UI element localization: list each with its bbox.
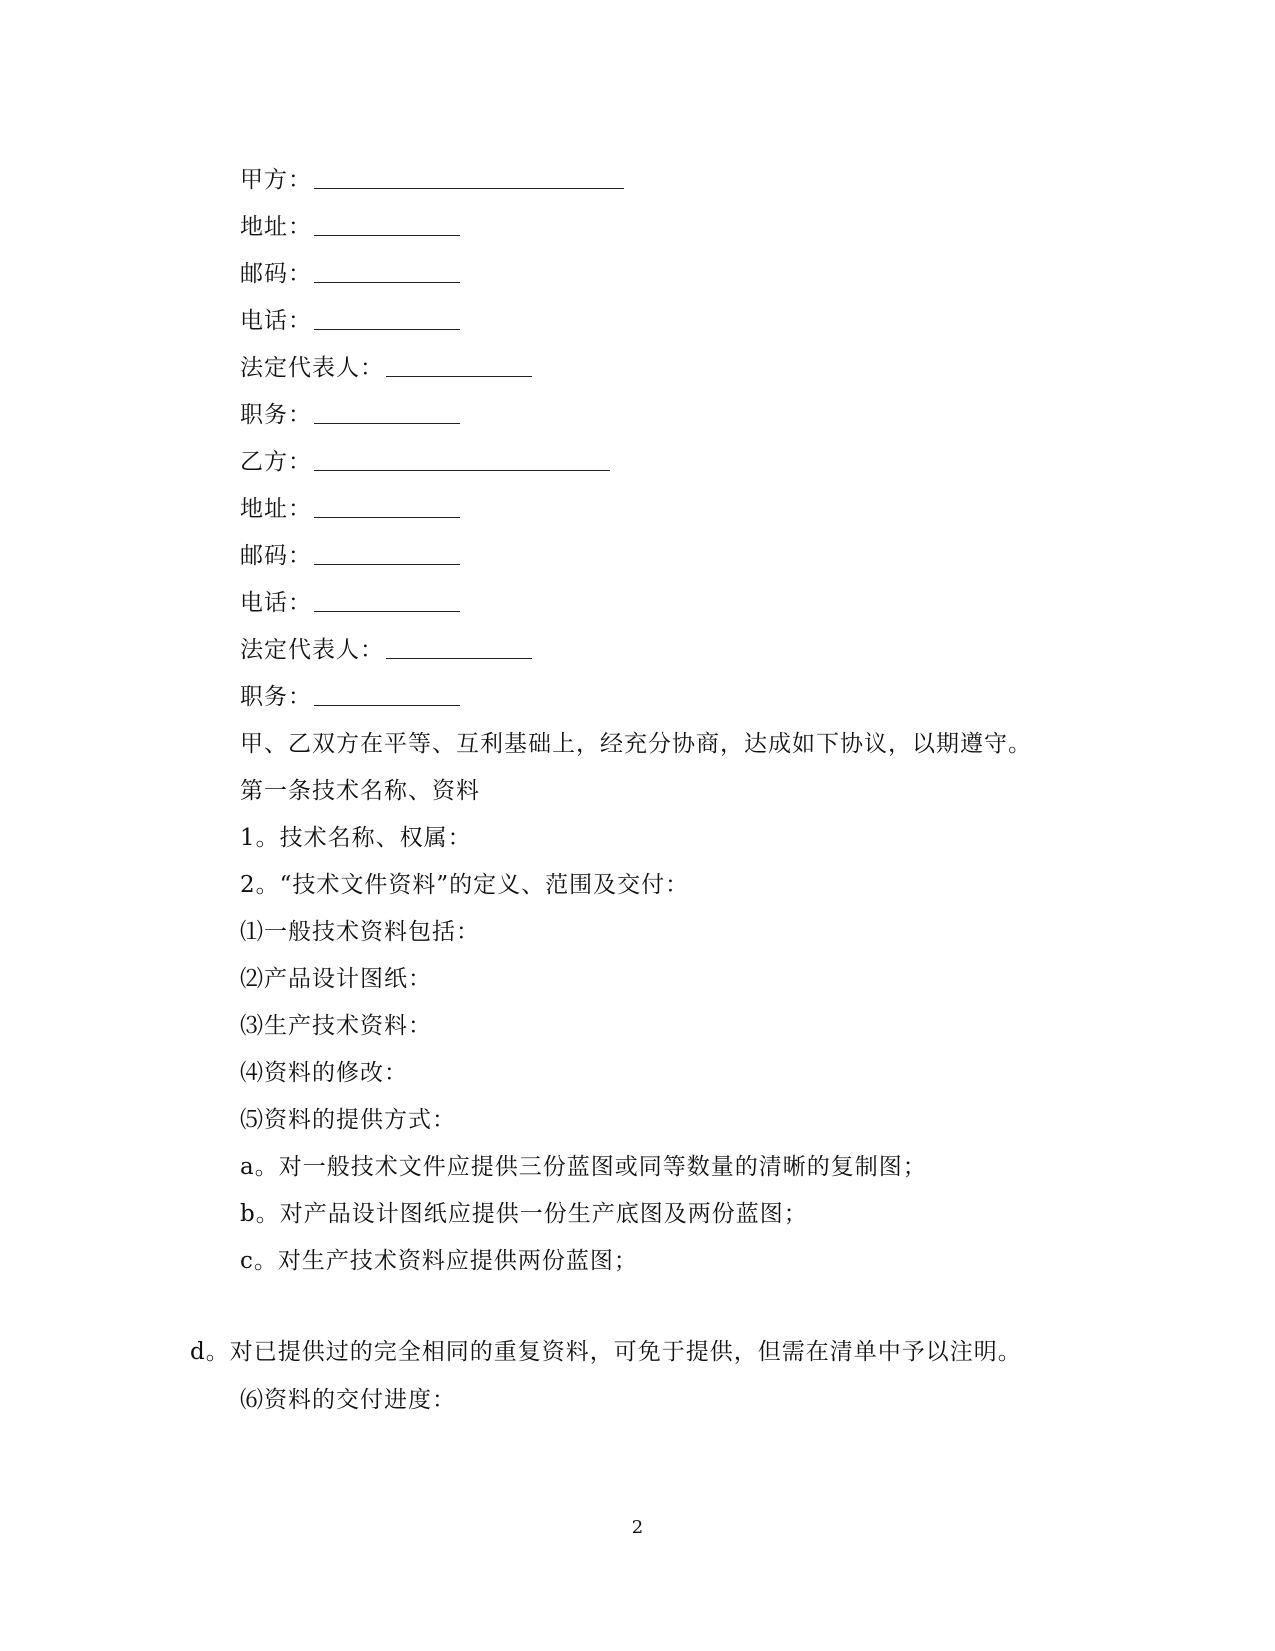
party-b-address-blank: [314, 497, 460, 518]
page-number: 2: [631, 1517, 644, 1538]
party-b-postcode-blank: [314, 544, 460, 565]
list-item-d: d。对已提供过的完全相同的重复资料，可免于提供，但需在清单中予以注明。: [190, 1339, 1022, 1365]
list-item-b: b。对产品设计图纸应提供一份生产底图及两份蓝图；: [240, 1201, 808, 1227]
party-a-position-line: [240, 400, 460, 430]
party-b-legal-rep-blank: [386, 638, 532, 659]
party-b-name-blank: [314, 450, 610, 471]
party-b-name-label: 乙方：: [240, 449, 312, 475]
agreement-paragraph: 甲、乙双方在平等、互利基础上，经充分协商，达成如下协议，以期遵守。: [240, 731, 1032, 757]
party-a-address-line: [240, 212, 460, 242]
party-b-legal-rep-label: 法定代表人：: [240, 637, 384, 663]
party-a-phone-line: [240, 306, 460, 336]
article-1-title: 第一条技术名称、资料: [240, 778, 480, 804]
party-a-position-label: 职务：: [240, 402, 312, 428]
party-a-phone-blank: [314, 309, 460, 330]
item-2: 2。“技术文件资料”的定义、范围及交付：: [240, 872, 690, 898]
party-a-name-blank: [314, 168, 624, 189]
sub-item-2: ⑵产品设计图纸：: [240, 966, 432, 992]
sub-item-4: ⑷资料的修改：: [240, 1060, 408, 1086]
party-a-position-blank: [314, 403, 460, 424]
sub-item-1: ⑴一般技术资料包括：: [240, 919, 480, 945]
party-b-phone-line: [240, 588, 460, 618]
party-b-address-line: [240, 494, 460, 524]
party-a-legal-rep-label: 法定代表人：: [240, 355, 384, 381]
list-item-a: a。对一般技术文件应提供三份蓝图或同等数量的清晰的复制图；: [240, 1154, 927, 1180]
party-a-name-label: 甲方：: [240, 167, 312, 193]
party-a-address-label: 地址：: [240, 214, 312, 240]
party-b-name-line: [240, 447, 610, 477]
party-a-phone-label: 电话：: [240, 308, 312, 334]
party-b-phone-label: 电话：: [240, 590, 312, 616]
party-b-position-line: [240, 682, 460, 712]
party-a-postcode-line: [240, 259, 460, 289]
item-1: 1。技术名称、权属：: [240, 825, 472, 851]
party-a-name-line: [240, 165, 624, 195]
party-b-phone-blank: [314, 591, 460, 612]
list-item-c: c。对生产技术资料应提供两份蓝图；: [240, 1248, 638, 1274]
party-b-postcode-line: [240, 541, 460, 571]
sub-item-6: ⑹资料的交付进度：: [240, 1387, 456, 1413]
party-b-address-label: 地址：: [240, 496, 312, 522]
party-b-position-blank: [314, 685, 460, 706]
party-b-position-label: 职务：: [240, 684, 312, 710]
party-a-legal-rep-line: [240, 353, 532, 383]
sub-item-3: ⑶生产技术资料：: [240, 1013, 432, 1039]
party-a-address-blank: [314, 215, 460, 236]
party-a-legal-rep-blank: [386, 356, 532, 377]
party-b-postcode-label: 邮码：: [240, 543, 312, 569]
party-b-legal-rep-line: [240, 635, 532, 665]
party-a-postcode-blank: [314, 262, 460, 283]
sub-item-5: ⑸资料的提供方式：: [240, 1107, 456, 1133]
party-a-postcode-label: 邮码：: [240, 261, 312, 287]
